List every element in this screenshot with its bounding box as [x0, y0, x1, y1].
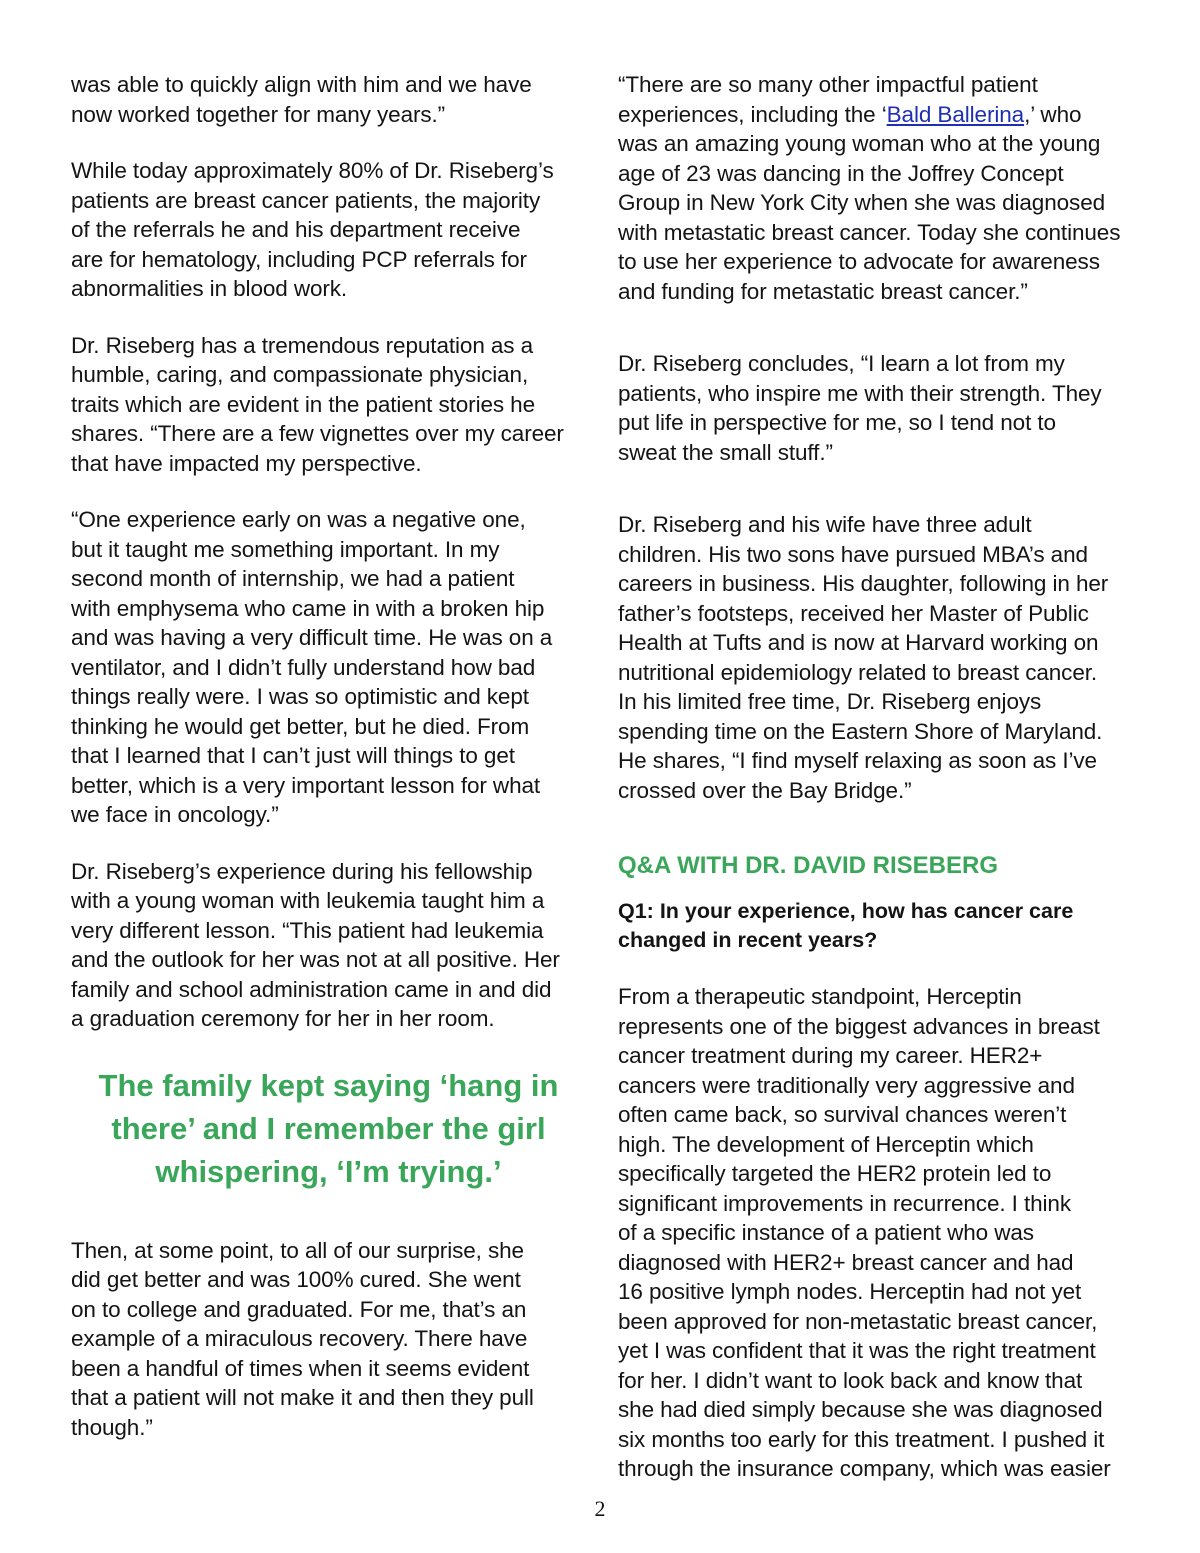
paragraph-conclusion: Dr. Riseberg concludes, “I learn a lot from my patients, who inspire me with their strength. They put life in perspective for me, so I tend not to sweat the small stuff.” — [618, 351, 1102, 465]
page-number: 2 — [594, 1496, 606, 1521]
pull-quote: The family kept saying ‘hang in there’ and I remember the girl whispering, ‘I’m trying.’ — [98, 1067, 559, 1189]
paragraph-text-start: “There are so many other impactful patient experiences, including the ‘ — [618, 72, 1038, 127]
paragraph-continued-quote: was able to quickly align with him and we have now worked together for many years.” — [71, 72, 532, 127]
paragraph-family: Dr. Riseberg and his wife have three adult children. His two sons have pursued MBA’s and careers in business. His daughter, following in her father’s footsteps, received her Master of Public Health at Tufts and is now at Harvard working on nutritional epidemiology related to breast cancer. In his limited free time, Dr. Riseberg enjoys spending time on the Eastern Shore of Maryland. He shares, “I find myself relaxing as soon as I’ve crossed over the Bay Bridge.” — [618, 512, 1109, 803]
paragraph-text-end: ,’ who was an amazing young woman who at the young age of 23 was dancing in the Joffrey Concept Group in New York City when she was diagnosed with metastatic breast cancer. Today she continues to use her experience to advocate for awareness and funding for metastatic breast cancer.” — [618, 101, 1121, 304]
paragraph-reputation: Dr. Riseberg has a tremendous reputation as a humble, caring, and compassionate physician, traits which are evident in the patient stories he shares. “There are a few vignettes over my career that have impacted my perspective. — [71, 332, 564, 476]
left-column — [71, 70, 586, 1442]
paragraph-bald-ballerina — [618, 70, 1133, 306]
bald-ballerina-link[interactable]: Bald Ballerina — [886, 101, 1025, 127]
paragraph-internship-story: “One experience early on was a negative one, but it taught me something important. In my second month of internship, we had a patient with emphysema who came in with a broken hip and was having a very difficult time. He was on a ventilator, and I didn’t fully understand how bad things really were. I was so optimistic and kept thinking he would get better, but he died. From that I learned that I can’t just will things to get better, which is a very important lesson for what we face in oncology.” — [71, 507, 553, 827]
paragraph-referrals: While today approximately 80% of Dr. Riseberg’s patients are breast cancer patients, the majority of the referrals he and his department receive are for hematology, including PCP referrals for abnormalities in blood work. — [71, 158, 554, 301]
paragraph-leukemia-story: Dr. Riseberg’s experience during his fellowship with a young woman with leukemia taught him a very different lesson. “This patient had leukemia and the outlook for her was not at all positive. Her family and school administration came in and did a graduation ceremony for her in her room. — [71, 858, 560, 1031]
qa-section-heading: Q&A WITH DR. DAVID RISEBERG — [618, 852, 999, 879]
answer-paragraph: From a therapeutic standpoint, Herceptin represents one of the biggest advances in breast cancer treatment during my career. HER2+ cancers were traditionally very aggressive and often came back, so survival chances weren’t high. The development of Herceptin which specifically targeted the HER2 protein led to significant improvements in recurrence. I think of a specific instance of a patient who was diagnosed with HER2+ breast cancer and had 16 positive lymph nodes. Herceptin had not yet been approved for non-metastatic breast cancer, yet I was confident that it was the right treatment for her. I didn’t want to look back and know that she had died simply because she was diagnosed six months too early for this treatment. I pushed it through the insurance company, which was easier — [618, 984, 1111, 1481]
right-column — [618, 70, 1133, 1484]
paragraph-recovery: Then, at some point, to all of our surprise, she did get better and was 100% cured. She went on to college and graduated. For me, that’s an example of a miraculous recovery. There have been a handful of times when it seems evident that a patient will not make it and then they pull though.” — [71, 1237, 534, 1440]
question-heading: Q1: In your experience, how has cancer care changed in recent years? — [618, 899, 1074, 952]
